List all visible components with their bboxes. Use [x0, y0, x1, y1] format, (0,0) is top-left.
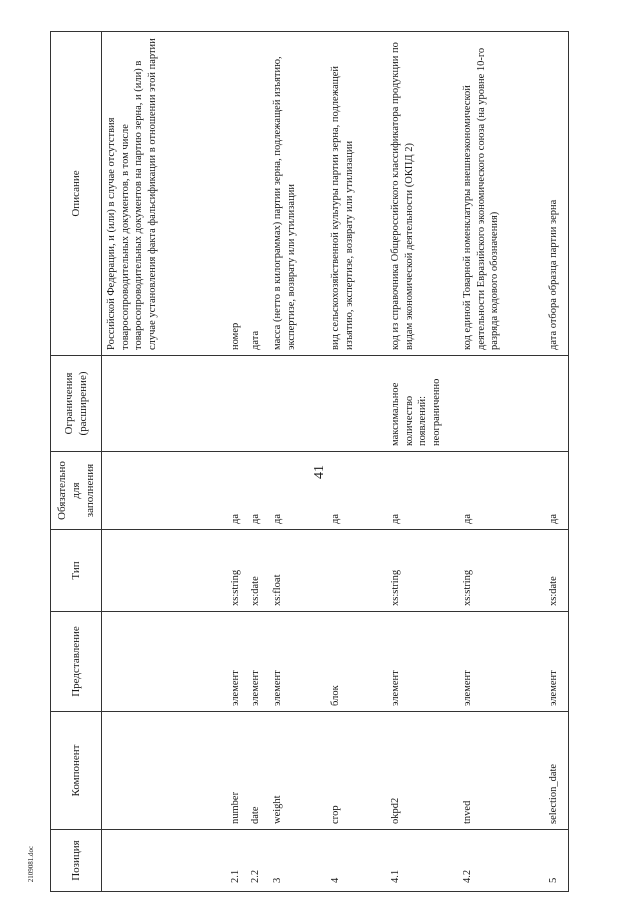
- header-component: Компонент: [51, 712, 102, 830]
- cell-component: weight: [268, 712, 326, 830]
- cell-representation: элемент: [386, 612, 458, 712]
- cell-description: код из справочника Общероссийского классификатора продукции по видам экономической деятельности (ОКПД 2): [386, 32, 458, 356]
- table-header-row: [51, 32, 102, 892]
- cell-required: да: [326, 452, 386, 530]
- cell-component: tnved: [458, 712, 544, 830]
- header-required: Обязательно для заполнения: [51, 452, 102, 530]
- cell-required: да: [246, 452, 268, 530]
- cell-position: 4.2: [458, 830, 544, 892]
- cell-position: 2.2: [246, 830, 268, 892]
- cell-type: xs:string: [458, 530, 544, 612]
- cell-type: xs:string: [226, 530, 246, 612]
- table-row: [544, 32, 569, 892]
- table-row: [268, 32, 326, 892]
- cell-type: xs:float: [268, 530, 326, 612]
- cell-representation: элемент: [458, 612, 544, 712]
- table-row-continuation: [102, 32, 227, 892]
- cell-representation: элемент: [544, 612, 569, 712]
- cell-component: crop: [326, 712, 386, 830]
- table-row: [386, 32, 458, 892]
- table-row: [226, 32, 246, 892]
- cell-description: вид сельскохозяйственной культуры партии зерна, подлежащей изъятию, экспертизе, возврату или утилизации: [326, 32, 386, 356]
- cell-representation: элемент: [268, 612, 326, 712]
- cell-description: дата отбора образца партии зерна: [544, 32, 569, 356]
- cell-required: да: [544, 452, 569, 530]
- page-number: 41: [312, 465, 327, 479]
- cell-limits: [544, 356, 569, 452]
- cell-component: [102, 712, 227, 830]
- table-row: [458, 32, 544, 892]
- cell-component: selection_date: [544, 712, 569, 830]
- cell-type: xs:string: [386, 530, 458, 612]
- header-position: Позиция: [51, 830, 102, 892]
- cell-position: [102, 830, 227, 892]
- cell-description: дата: [246, 32, 268, 356]
- cell-position: 4.1: [386, 830, 458, 892]
- cell-component: okpd2: [386, 712, 458, 830]
- cell-position: 3: [268, 830, 326, 892]
- cell-description: код единой Товарной номенклатуры внешнеэкономической деятельности Евразийского экономического союза (на уровне 10-го разряда кодового обозначения): [458, 32, 544, 356]
- cell-description: Российской Федерации, и (или) в случае отсутствия товаросопроводительных документов, в том числе товаросопроводительных документов на партию зерна, и (или) в случае установления факта фальсификации в отношении этой партии: [102, 32, 227, 356]
- header-representation: Представление: [51, 612, 102, 712]
- cell-type: xs:date: [544, 530, 569, 612]
- cell-type: [326, 530, 386, 612]
- cell-limits: максимальное количество появлений: неограниченно: [386, 356, 458, 452]
- cell-required: да: [458, 452, 544, 530]
- cell-representation: элемент: [226, 612, 246, 712]
- header-type: Тип: [51, 530, 102, 612]
- cell-position: 4: [326, 830, 386, 892]
- cell-component: date: [246, 712, 268, 830]
- table-container: [50, 32, 559, 892]
- cell-required: [102, 452, 227, 530]
- rotated-table-frame: [50, 32, 559, 892]
- cell-position: 5: [544, 830, 569, 892]
- cell-required: да: [268, 452, 326, 530]
- cell-required: да: [226, 452, 246, 530]
- header-description: Описание: [51, 32, 102, 356]
- cell-limits: [326, 356, 386, 452]
- cell-position: 2.1: [226, 830, 246, 892]
- table-row: [326, 32, 386, 892]
- cell-limits: [246, 356, 268, 452]
- cell-representation: [102, 612, 227, 712]
- header-limits: Ограничения (расширение): [51, 356, 102, 452]
- cell-description: номер: [226, 32, 246, 356]
- cell-description: масса (нетто в килограммах) партии зерна, подлежащей изъятию, экспертизе, возврату или утилизации: [268, 32, 326, 356]
- cell-limits: [458, 356, 544, 452]
- cell-representation: блок: [326, 612, 386, 712]
- cell-limits: [268, 356, 326, 452]
- cell-component: number: [226, 712, 246, 830]
- table-row: [246, 32, 268, 892]
- cell-limits: [226, 356, 246, 452]
- cell-type: [102, 530, 227, 612]
- specification-table: [50, 31, 569, 892]
- footer-document-code: 2109081.doc: [27, 845, 35, 883]
- cell-representation: элемент: [246, 612, 268, 712]
- cell-type: xs:date: [246, 530, 268, 612]
- cell-required: да: [386, 452, 458, 530]
- cell-limits: [102, 356, 227, 452]
